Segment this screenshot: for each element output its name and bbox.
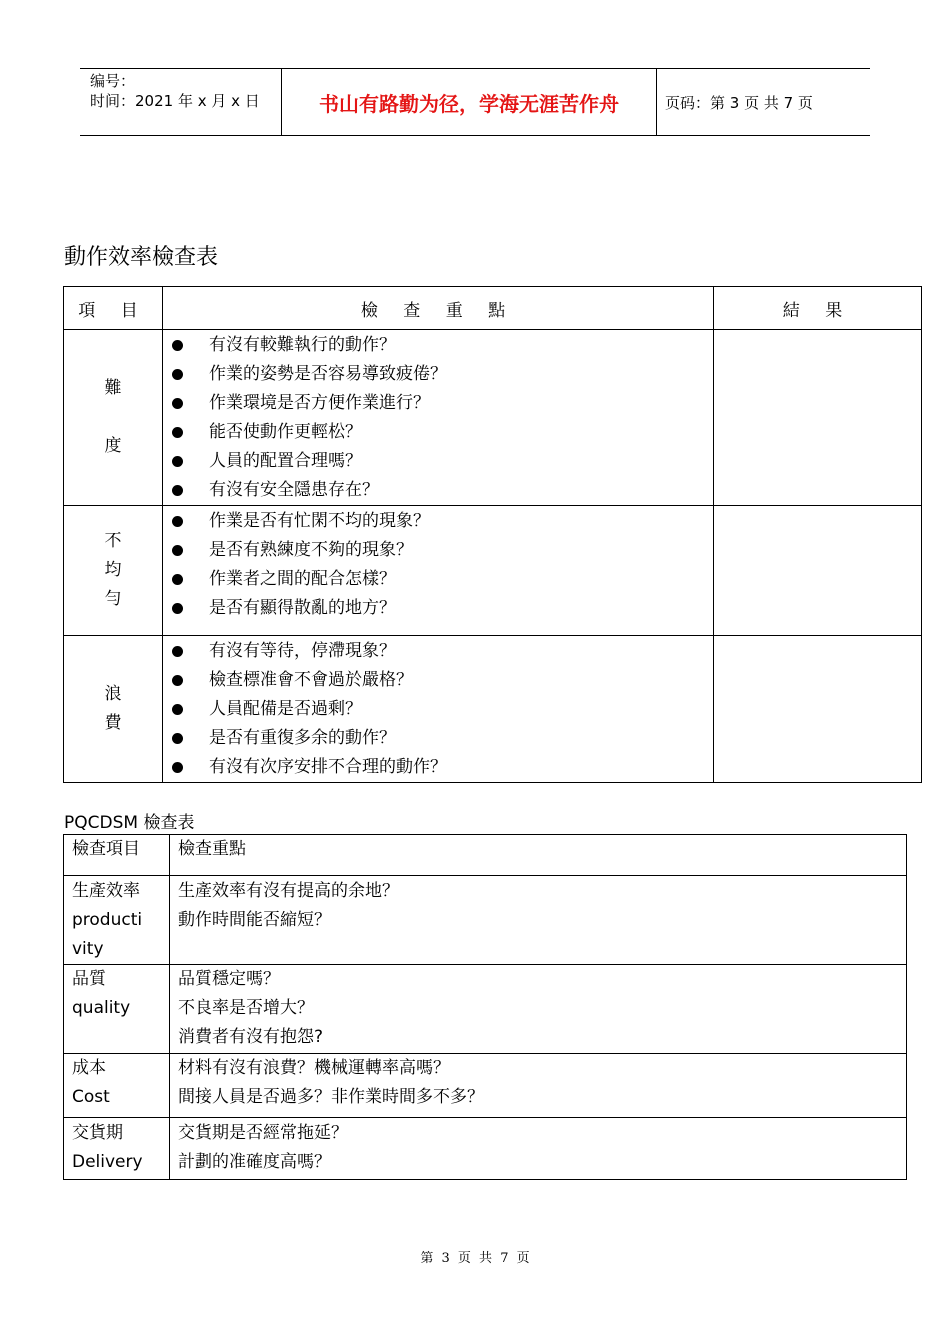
- header-result: 結 果: [714, 287, 922, 330]
- list-item: 有沒有安全隱患存在？: [163, 476, 713, 505]
- bullet-icon: [172, 485, 183, 496]
- table-row: [64, 965, 907, 1054]
- list-item: 檢查標准會不會過於嚴格？: [163, 666, 713, 695]
- pqcdsm-table: [63, 834, 907, 1180]
- row-points: 品質穩定嗎？ 不良率是否增大？ 消費者有沒有抱怨?: [170, 965, 907, 1054]
- header-page-info: 页码：第 3 页 共 7 页: [665, 93, 813, 112]
- header-item: 項 目: [64, 287, 163, 330]
- bullet-icon: [172, 427, 183, 438]
- list-item: 作業的姿勢是否容易導致疲倦？: [163, 360, 713, 389]
- list-item: 作業是否有忙閑不均的現象？: [163, 507, 713, 536]
- row-item: 品質 quality: [64, 965, 170, 1054]
- list-item: 有沒有次序安排不合理的動作？: [163, 753, 713, 782]
- bullet-icon: [172, 603, 183, 614]
- list-item: 有沒有等待，停滯現象？: [163, 637, 713, 666]
- bullet-icon: [172, 340, 183, 351]
- list-item: 作業者之間的配合怎樣？: [163, 565, 713, 594]
- row-result: [714, 506, 922, 636]
- bullet-icon: [172, 545, 183, 556]
- bullet-icon: [172, 762, 183, 773]
- bullet-icon: [172, 456, 183, 467]
- header-item: 檢查項目: [64, 835, 170, 876]
- row-points: 材料有沒有浪費？機械運轉率高嗎？ 間接人員是否過多？非作業時間多不多？: [170, 1054, 907, 1118]
- table-row: [64, 1118, 907, 1180]
- row-points: 生產效率有沒有提高的余地？ 動作時間能否縮短？: [170, 876, 907, 965]
- row-item: [64, 330, 163, 506]
- row-item: [64, 636, 163, 783]
- table-header-row: [64, 835, 907, 876]
- list-item: 人員配備是否過剩？: [163, 695, 713, 724]
- bullet-icon: [172, 675, 183, 686]
- item-char: 不: [104, 531, 122, 551]
- table-row: [64, 876, 907, 965]
- list-item: 是否有重復多余的動作？: [163, 724, 713, 753]
- bullet-icon: [172, 516, 183, 527]
- list-item: 能否使動作更輕松？: [163, 418, 713, 447]
- row-result: [714, 330, 922, 506]
- list-item: 有沒有較難執行的動作？: [163, 331, 713, 360]
- header-points: 檢 查 重 點: [163, 287, 714, 330]
- row-points: 交貨期是否經常拖延？ 計劃的准確度高嗎？: [170, 1118, 907, 1180]
- header-points: 檢查重點: [170, 835, 907, 876]
- item-char: 難: [104, 378, 122, 398]
- list-item: 作業環境是否方便作業進行？: [163, 389, 713, 418]
- header-meta: [90, 71, 260, 111]
- motion-efficiency-table: [63, 286, 922, 783]
- table-row: [64, 1054, 907, 1118]
- document-header: [80, 68, 870, 136]
- bullet-icon: [172, 398, 183, 409]
- item-char: [64, 403, 162, 432]
- item-char: 勻: [104, 589, 122, 609]
- item-char: 費: [104, 713, 122, 733]
- row-item: 成本 Cost: [64, 1054, 170, 1118]
- table-row: [64, 636, 922, 783]
- bullet-icon: [172, 646, 183, 657]
- row-item: 交貨期 Delivery: [64, 1118, 170, 1180]
- table2-title: PQCDSM 檢查表: [64, 813, 195, 833]
- table1-title: 動作效率檢查表: [64, 245, 219, 270]
- bullet-icon: [172, 574, 183, 585]
- row-item: 生產效率 producti vity: [64, 876, 170, 965]
- page-footer: 第 3 页 共 7 页: [420, 1251, 530, 1266]
- header-motto: 书山有路勤为径，学海无涯苦作舟: [281, 69, 657, 135]
- number-label: 编号：: [90, 72, 136, 90]
- item-char: 均: [104, 560, 122, 580]
- bullet-icon: [172, 733, 183, 744]
- list-item: 是否有熟練度不夠的現象？: [163, 536, 713, 565]
- row-points: [163, 506, 714, 636]
- item-char: 度: [104, 436, 122, 456]
- list-item: 是否有顯得散亂的地方？: [163, 594, 713, 623]
- table-row: [64, 506, 922, 636]
- item-char: 浪: [104, 684, 122, 704]
- time-label: 时间：2021 年 x 月 x 日: [90, 92, 260, 110]
- table-header-row: [64, 287, 922, 330]
- table-row: [64, 330, 922, 506]
- bullet-icon: [172, 704, 183, 715]
- row-result: [714, 636, 922, 783]
- row-points: [163, 636, 714, 783]
- row-points: [163, 330, 714, 506]
- list-item: 人員的配置合理嗎？: [163, 447, 713, 476]
- row-item: [64, 506, 163, 636]
- bullet-icon: [172, 369, 183, 380]
